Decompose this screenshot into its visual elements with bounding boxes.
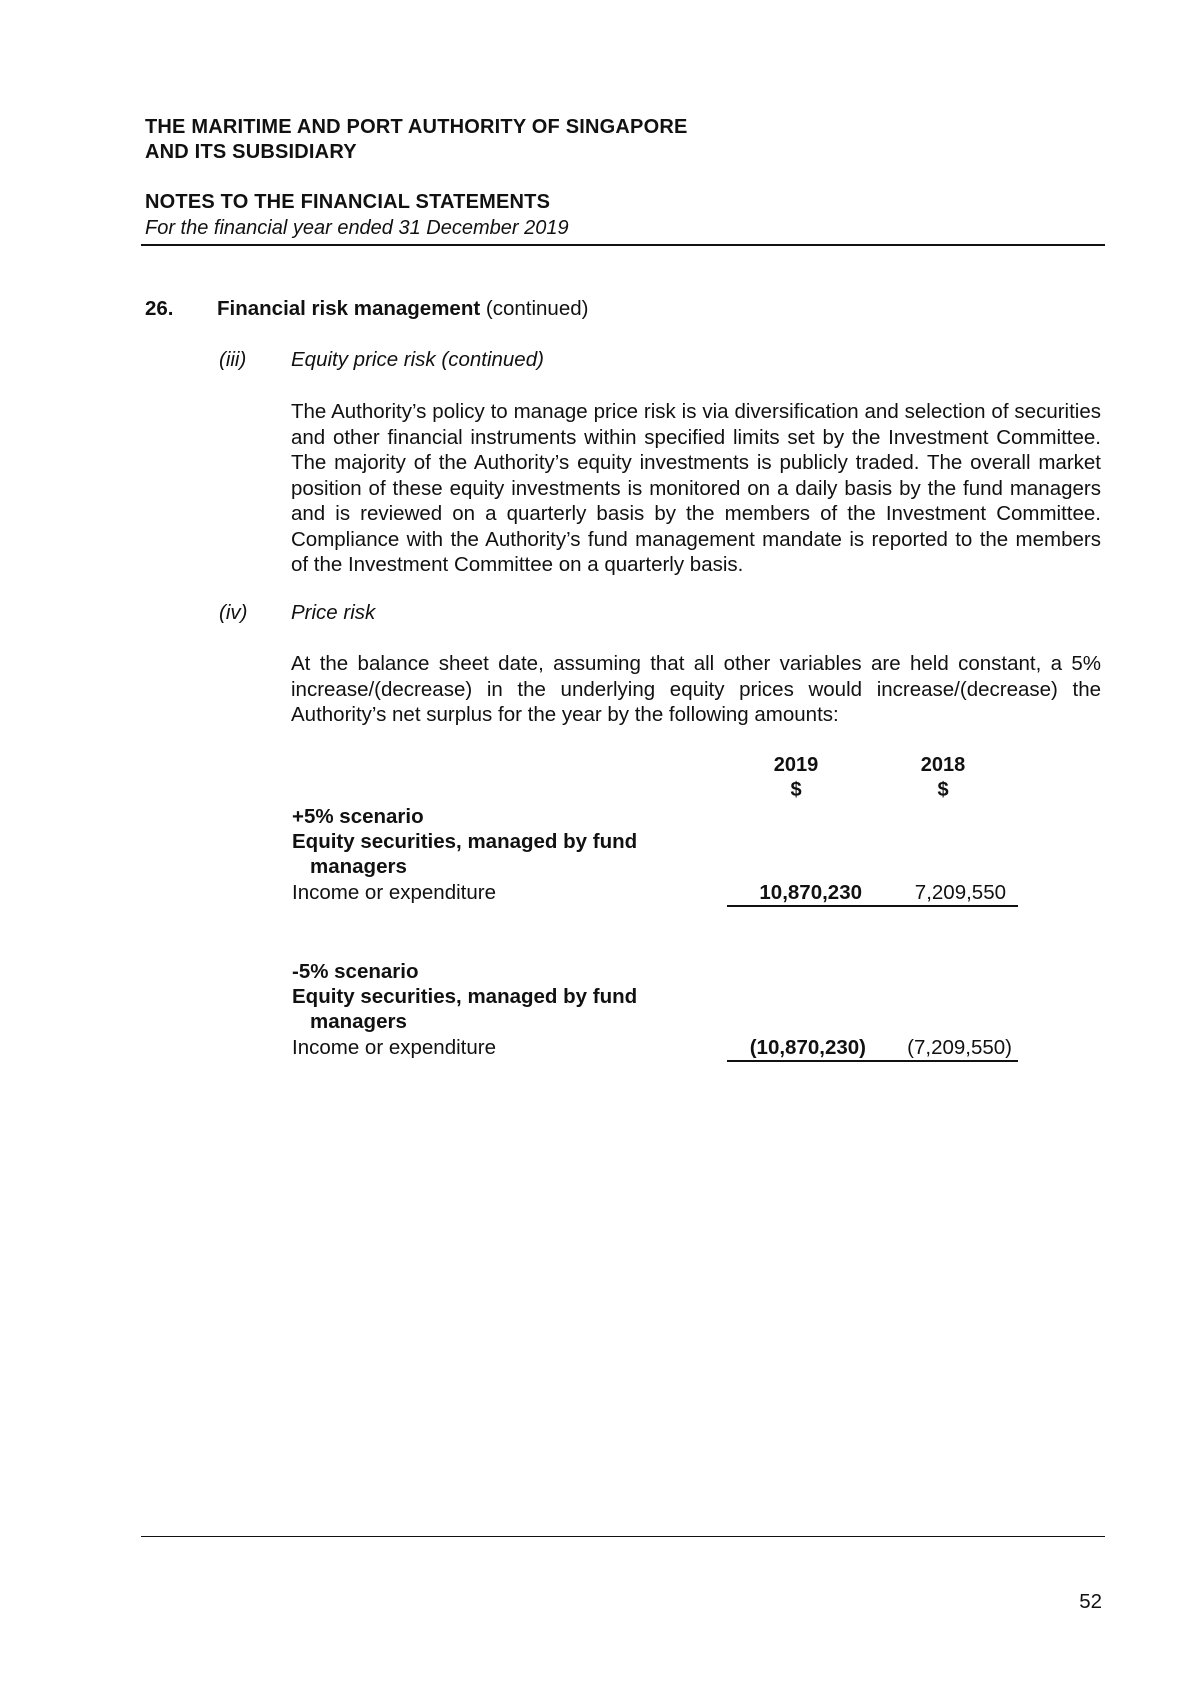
col-2018-unit: $ bbox=[937, 779, 949, 801]
sub-iii-marker: (iii) bbox=[219, 348, 247, 371]
page-number: 52 bbox=[1079, 1590, 1102, 1613]
plus-category-line2: managers bbox=[310, 855, 407, 878]
minus-row-label: Income or expenditure bbox=[292, 1036, 496, 1059]
plus-scenario-label: +5% scenario bbox=[292, 805, 424, 828]
col-2019-year: 2019 bbox=[773, 754, 819, 776]
sub-iii-paragraph: The Authority’s policy to manage price risk is via diversification and selection of securities and other financial instruments within specified limits set by the Investment Committee. The majority of the Authority’s equity investments is publicly traded. The overall market position of these equity investments is monitored on a daily basis by the fund managers and is reviewed on a quarterly basis by the members of the Investment Committee. Compliance with the Authority’s fund management mandate is reported to the members of the Investment Committee on a quarterly basis. bbox=[291, 400, 1101, 576]
plus-value-2018: 7,209,550 bbox=[914, 881, 1006, 904]
minus-category-line2: managers bbox=[310, 1010, 407, 1033]
plus-category-line1: Equity securities, managed by fund bbox=[292, 830, 638, 853]
col-2018-year: 2018 bbox=[920, 754, 966, 776]
minus-total-underline bbox=[727, 1060, 1018, 1062]
header-divider bbox=[141, 244, 1105, 246]
org-name-line2: AND ITS SUBSIDIARY bbox=[145, 141, 357, 163]
minus-value-2019: (10,870,230) bbox=[749, 1036, 866, 1059]
sub-iv-marker: (iv) bbox=[219, 601, 248, 624]
period-subtitle: For the financial year ended 31 December 2019 bbox=[145, 217, 569, 239]
sub-iv-title: Price risk bbox=[291, 601, 376, 624]
plus-value-2019: 10,870,230 bbox=[759, 881, 862, 904]
sub-iv-paragraph: At the balance sheet date, assuming that all other variables are held constant, a 5% increase/(decrease) in the underlying equity prices would increase/(decrease) the Authority’s net surplus for the year by the following amounts: bbox=[291, 652, 1101, 726]
note-number: 26. bbox=[145, 297, 174, 320]
minus-value-2018: (7,209,550) bbox=[907, 1036, 1012, 1059]
minus-scenario-label: -5% scenario bbox=[292, 960, 419, 983]
section-title: NOTES TO THE FINANCIAL STATEMENTS bbox=[145, 191, 551, 213]
footer-divider bbox=[141, 1536, 1105, 1537]
col-2019-unit: $ bbox=[790, 779, 802, 801]
sub-iii-title: Equity price risk (continued) bbox=[291, 348, 544, 371]
note-heading bbox=[217, 297, 588, 321]
note-title-suffix: (continued) bbox=[485, 297, 589, 320]
plus-row-label: Income or expenditure bbox=[292, 881, 496, 904]
org-name-line1: THE MARITIME AND PORT AUTHORITY OF SINGAPORE bbox=[145, 116, 688, 138]
minus-category-line1: Equity securities, managed by fund bbox=[292, 985, 638, 1008]
plus-total-underline bbox=[727, 905, 1018, 907]
note-title: Financial risk management bbox=[217, 297, 481, 320]
